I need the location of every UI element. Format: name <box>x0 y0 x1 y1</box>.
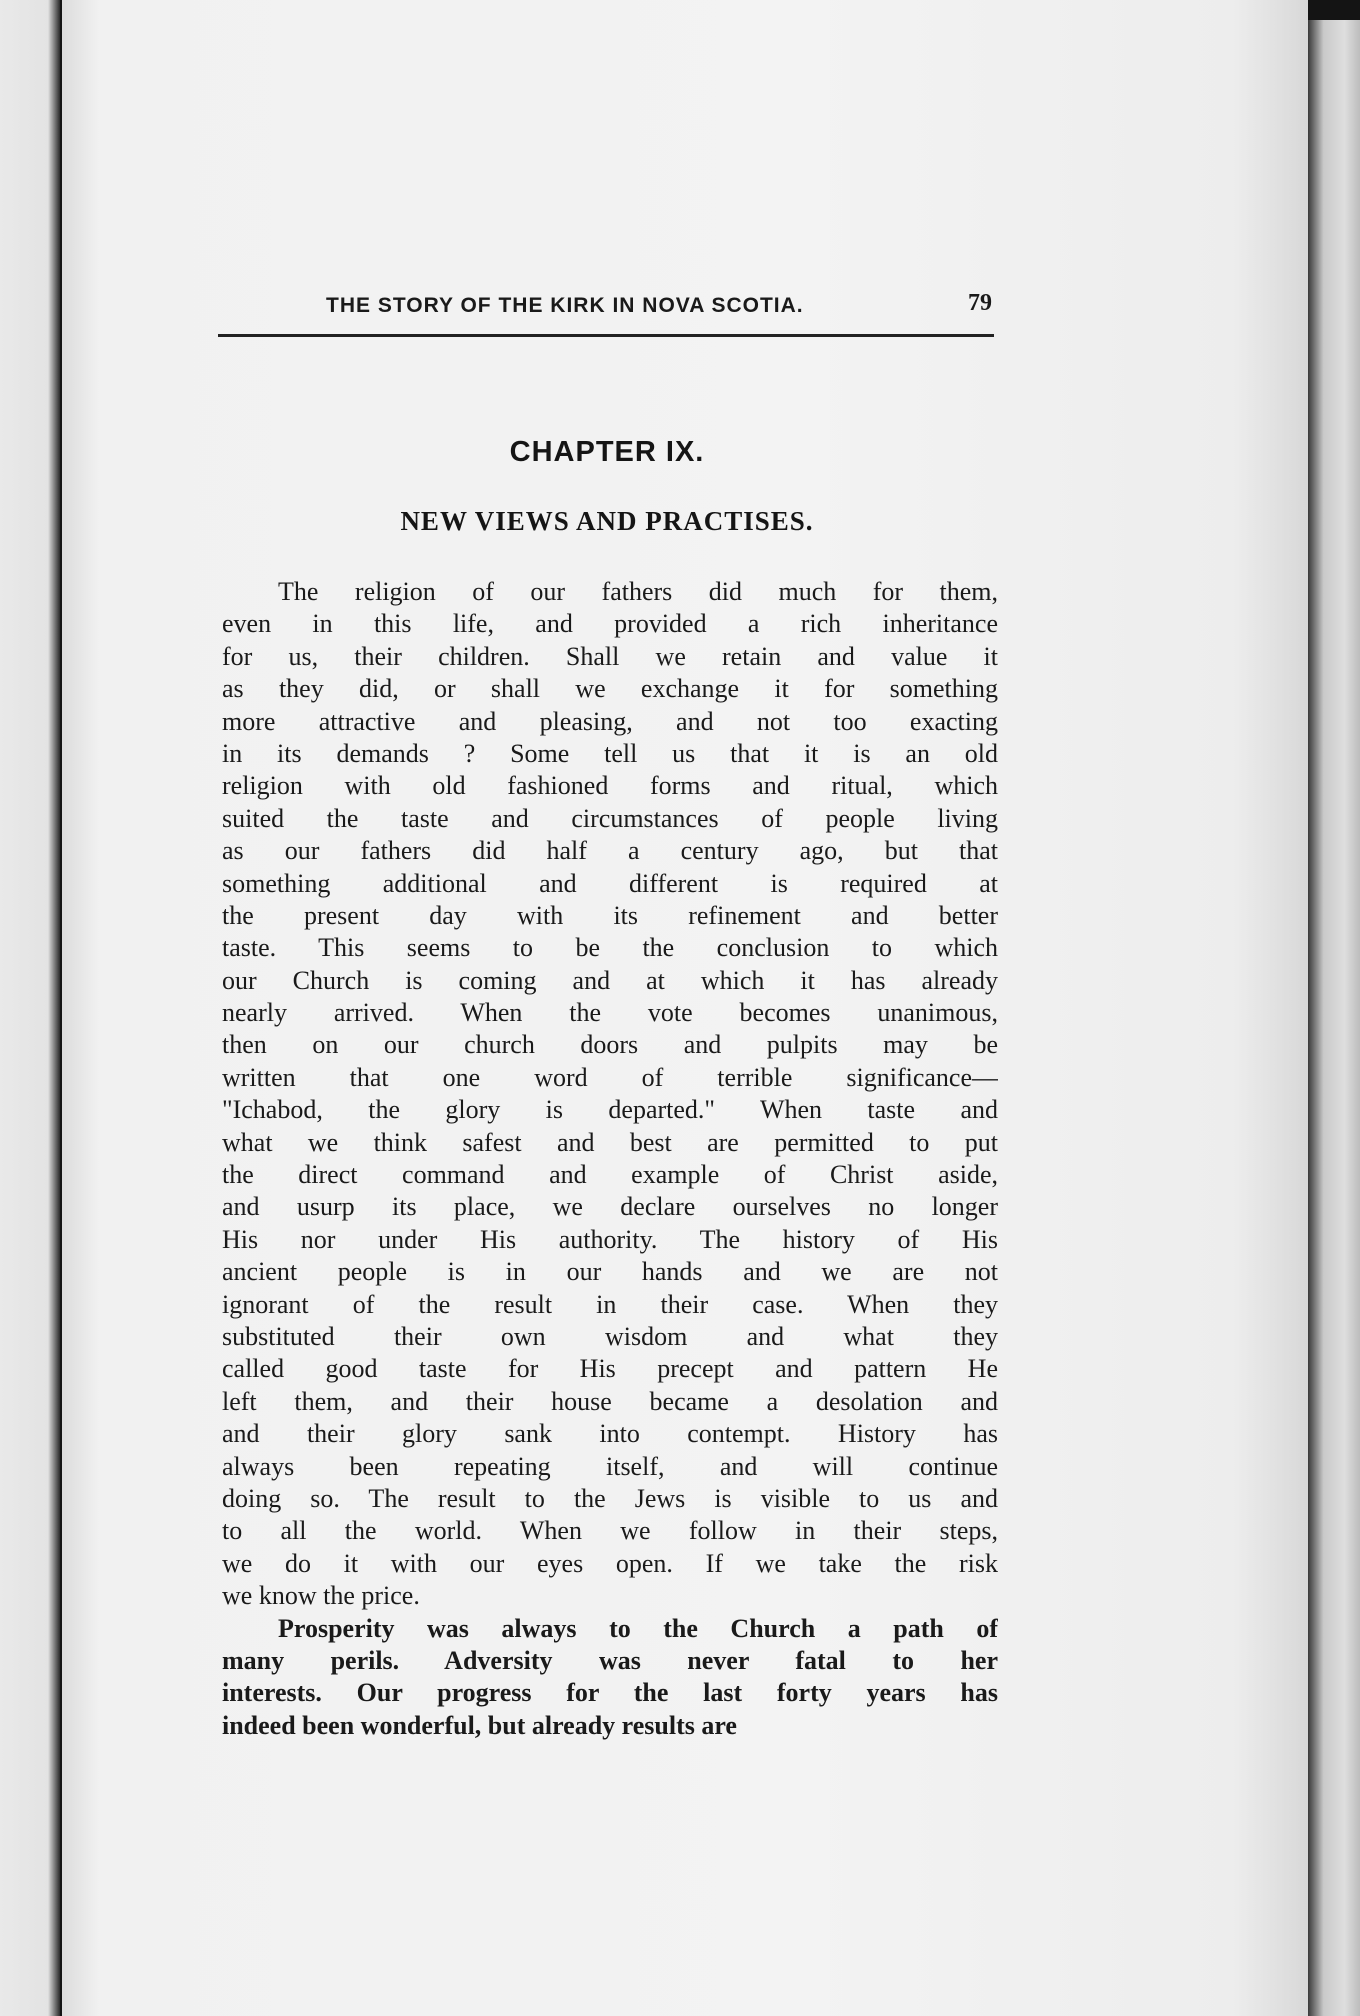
text-line: and their glory sank into contempt. History has <box>222 1419 998 1449</box>
text-line: what we think safest and best are permitted to put <box>222 1127 998 1157</box>
chapter-body <box>222 576 998 1742</box>
text-line: called good taste for His precept and pattern He <box>222 1354 998 1384</box>
text-line: The religion of our fathers did much for them, <box>278 577 998 606</box>
text-line: we do it with our eyes open. If we take the risk <box>222 1548 998 1578</box>
text-line: as they did, or shall we exchange it for something <box>222 674 998 704</box>
text-line: to all the world. When we follow in their steps, <box>222 1516 998 1546</box>
page-number: 79 <box>968 290 992 316</box>
text-line: Prosperity was always to the Church a path of <box>278 1613 998 1643</box>
text-line: then on our church doors and pulpits may be <box>222 1030 998 1060</box>
text-line: for us, their children. Shall we retain and value it <box>222 641 998 671</box>
text-line: as our fathers did half a century ago, but that <box>222 836 998 866</box>
text-line: His nor under His authority. The history of His <box>222 1224 998 1254</box>
text-line: always been repeating itself, and will continue <box>222 1451 998 1481</box>
text-line: ignorant of the result in their case. When they <box>222 1289 998 1319</box>
text-line: the present day with its refinement and better <box>222 900 998 930</box>
text-line: interests. Our progress for the last forty years has <box>222 1678 998 1708</box>
text-line: substituted their own wisdom and what they <box>222 1321 998 1351</box>
text-line: many perils. Adversity was never fatal to her <box>222 1645 998 1675</box>
text-line: more attractive and pleasing, and not too exacting <box>222 706 998 736</box>
text-line: taste. This seems to be the conclusion to which <box>222 933 998 963</box>
text-line: doing so. The result to the Jews is visible to us and <box>222 1483 998 1513</box>
text-line: we know the price. <box>222 1581 420 1611</box>
text-line: nearly arrived. When the vote becomes unanimous, <box>222 998 998 1028</box>
next-page-edge <box>1308 20 1360 2016</box>
text-line: indeed been wonderful, but already results are <box>222 1710 737 1740</box>
text-line: the direct command and example of Christ aside, <box>222 1160 998 1190</box>
chapter-subtitle: NEW VIEWS AND PRACTISES. <box>400 506 814 536</box>
running-head: THE STORY OF THE KIRK IN NOVA SCOTIA. <box>326 294 804 317</box>
previous-page-edge <box>0 0 60 2016</box>
paragraph <box>222 576 998 1613</box>
text-line: left them, and their house became a desolation and <box>222 1386 998 1416</box>
text-line: our Church is coming and at which it has already <box>222 965 998 995</box>
text-line: in its demands ? Some tell us that it is an old <box>222 738 998 768</box>
text-line: ancient people is in our hands and we are not <box>222 1257 998 1287</box>
text-line: suited the taste and circumstances of people living <box>222 803 998 833</box>
text-line: "Ichabod, the glory is departed." When taste and <box>222 1095 998 1125</box>
page-header <box>222 290 992 330</box>
header-rule <box>218 334 994 337</box>
text-line: religion with old fashioned forms and ritual, which <box>222 771 998 801</box>
chapter-title: CHAPTER IX. <box>509 436 705 468</box>
text-line: something additional and different is required at <box>222 868 998 898</box>
text-line: written that one word of terrible significance— <box>222 1062 998 1092</box>
text-line: even in this life, and provided a rich inheritance <box>222 609 998 639</box>
text-line: and usurp its place, we declare ourselves no longer <box>222 1192 998 1222</box>
paragraph <box>222 1613 998 1743</box>
